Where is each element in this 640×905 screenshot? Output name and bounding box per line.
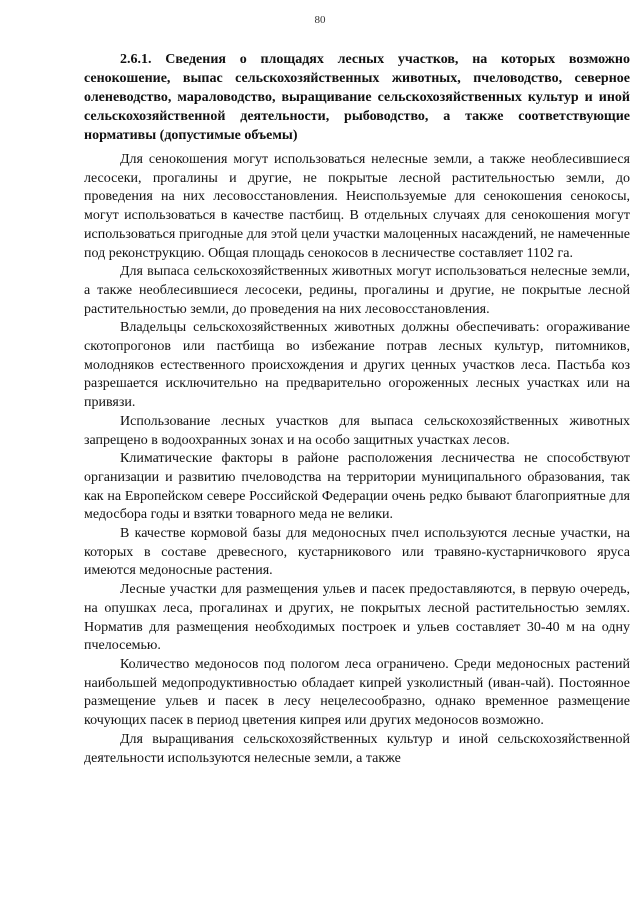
paragraph-honey-plants: Количество медоносов под пологом леса ограничено. Среди медоносных растений наибольшей медопродуктивностью обладает кипрей узколистный (иван-чай). Постоянное размещение ульев и пасек в лесу нецелесообразно, однако временное размещение кочующих пасек в период цветения кипрея или других медоносов возможно. — [84, 656, 630, 729]
section-heading: 2.6.1. Сведения о площадях лесных участков, на которых возможно сенокошение, выпас сельскохозяйственных животных, пчеловодство, северное оленеводство, мараловодство, выращивание сельскохозяйственных культур и иной сельскохозяйственной деятельности, рыбоводство, а также соответствующие нормативы (допустимые объемы) — [84, 52, 630, 143]
paragraph-forage-base: В качестве кормовой базы для медоносных пчел используются лесные участки, на которых в составе древесного, кустарникового или травяно-кустарничкового яруса имеются медоносные растения. — [84, 526, 630, 579]
paragraph-climate: Климатические факторы в районе расположения лесничества не способствуют организации и развитию пчеловодства на территории муниципального образования, так как на Европейском севере Российской Федерации очень редко бывают благоприятные для медосбора годы и взятки товарного меда не велики. — [84, 451, 630, 523]
paragraph-agriculture: Для выращивания сельскохозяйственных культур и иной сельскохозяйственной деятельности используются нелесные земли, а также — [84, 731, 630, 766]
page-content — [84, 50, 630, 768]
page-number: 80 — [314, 14, 326, 26]
paragraph-apiary-placement: Лесные участки для размещения ульев и пасек предоставляются, в первую очередь, на опушках леса, прогалинах и других, не покрытых лесной растительностью землях. Норматив для размещения необходимых построек и ульев составляет 30-40 м на одну пчелосемью. — [84, 582, 630, 654]
paragraph-haymaking: Для сенокошения могут использоваться нелесные земли, а также необлесившиеся лесосеки, прогалины и другие, не покрытые лесной растительностью земли, до проведения на них лесовосстановления. Неиспользуемые для сенокошения сенокосы, могут использоваться в качестве пастбищ. В отдельных случаях для сенокошения могут использоваться пригодные для этой цели участки малоценных насаждений, не намеченные под реконструкцию. Общая площадь сенокосов в лесничестве составляет 1102 га. — [84, 152, 630, 261]
paragraph-grazing-prohibition: Использование лесных участков для выпаса сельскохозяйственных животных запрещено в водоохранных зонах и на особо защитных участках лесов. — [84, 413, 630, 448]
paragraph-grazing: Для выпаса сельскохозяйственных животных могут использоваться нелесные земли, а также необлесившиеся лесосеки, редины, прогалины и другие, не покрытые лесной растительностью земли, до проведения на них лесовосстановления. — [84, 264, 630, 317]
paragraph-livestock-owners: Владельцы сельскохозяйственных животных должны обеспечивать: огораживание скотопрогонов или пастбища во избежание потрав лесных культур, питомников, молодняков естественного происхождения и других ценных участков леса. Пастьба коз разрешается исключительно на предварительно огороженных лесных участках или на привязи. — [84, 320, 630, 411]
